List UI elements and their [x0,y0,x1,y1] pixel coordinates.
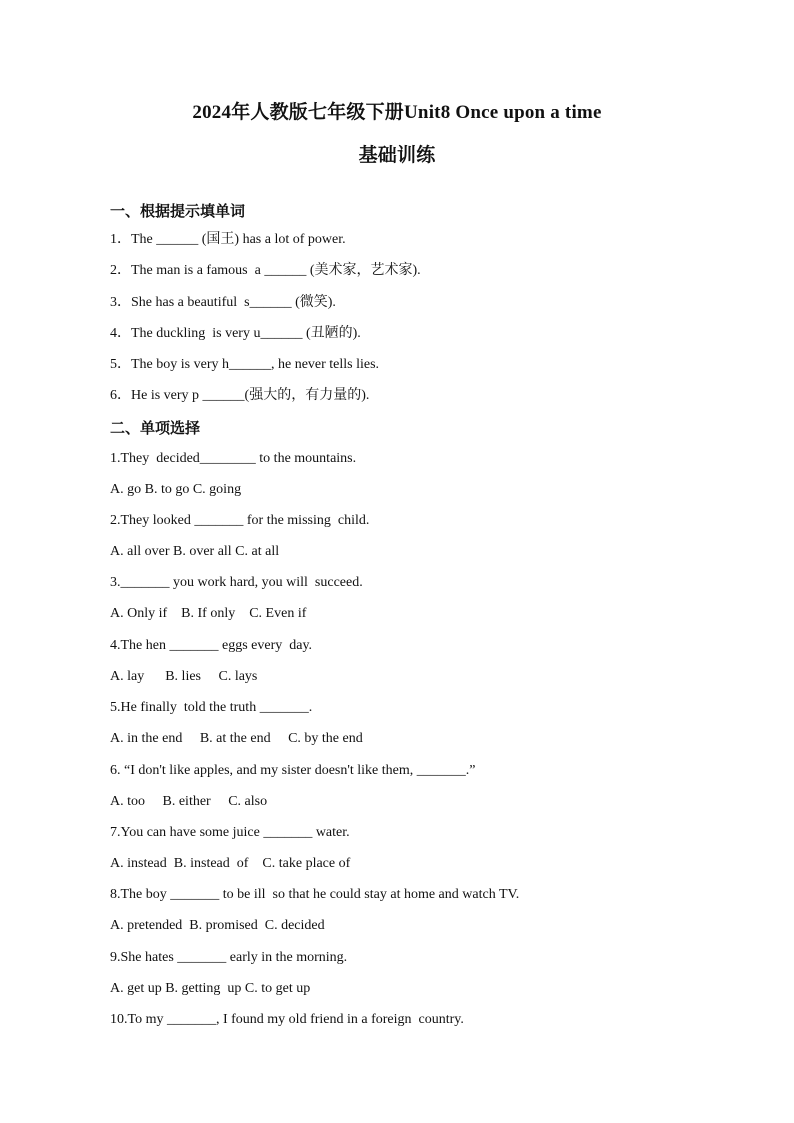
mc-options-5: A. in the end B. at the end C. by the end [110,731,363,746]
fill-in-question-3: 3．She has a beautiful s______ (微笑). [110,295,336,310]
mc-options-9: A. get up B. getting up C. to get up [110,981,311,996]
fill-in-question-5: 5．The boy is very h______, he never tells lies. [110,357,380,372]
mc-question-1: 1.They decided________ to the mountains. [110,451,357,466]
mc-options-3: A. Only if B. If only C. Even if [110,606,307,621]
mc-question-2: 2.They looked _______ for the missing child. [110,513,370,528]
mc-question-3: 3._______ you work hard, you will succeed. [110,575,363,590]
mc-question-8: 8.The boy _______ to be ill so that he could stay at home and watch TV. [110,887,520,902]
mc-question-9: 9.She hates _______ early in the morning. [110,950,348,965]
mc-question-6: 6. “I don't like apples, and my sister doesn't like them, _______.” [110,763,476,778]
mc-options-7: A. instead B. instead of C. take place of [110,856,351,871]
mc-question-4: 4.The hen _______ eggs every day. [110,638,313,653]
mc-question-5: 5.He finally told the truth _______. [110,700,313,715]
document-subtitle: 基础训练 [358,145,436,166]
mc-question-10: 10.To my _______, I found my old friend in a foreign country. [110,1012,464,1027]
fill-in-question-6: 6．He is very p ______(强大的，有力量的). [110,388,370,403]
fill-in-question-1: 1．The ______ (国王) has a lot of power. [110,232,346,247]
mc-options-2: A. all over B. over all C. at all [110,544,280,559]
mc-options-8: A. pretended B. promised C. decided [110,918,325,933]
mc-options-6: A. too B. either C. also [110,794,268,809]
fill-in-question-4: 4．The duckling is very u______ (丑陋的). [110,326,361,341]
mc-question-7: 7.You can have some juice _______ water. [110,825,350,840]
fill-in-question-2: 2．The man is a famous a ______ (美术家，艺术家). [110,263,421,278]
section-heading-fill-in: 一、根据提示填单词 [110,204,246,220]
mc-options-1: A. go B. to go C. going [110,482,242,497]
document-title: 2024年人教版七年级下册Unit8 Once upon a time [192,102,602,123]
mc-options-4: A. lay B. lies C. lays [110,669,258,684]
section-heading-multiple-choice: 二、单项选择 [110,421,201,437]
